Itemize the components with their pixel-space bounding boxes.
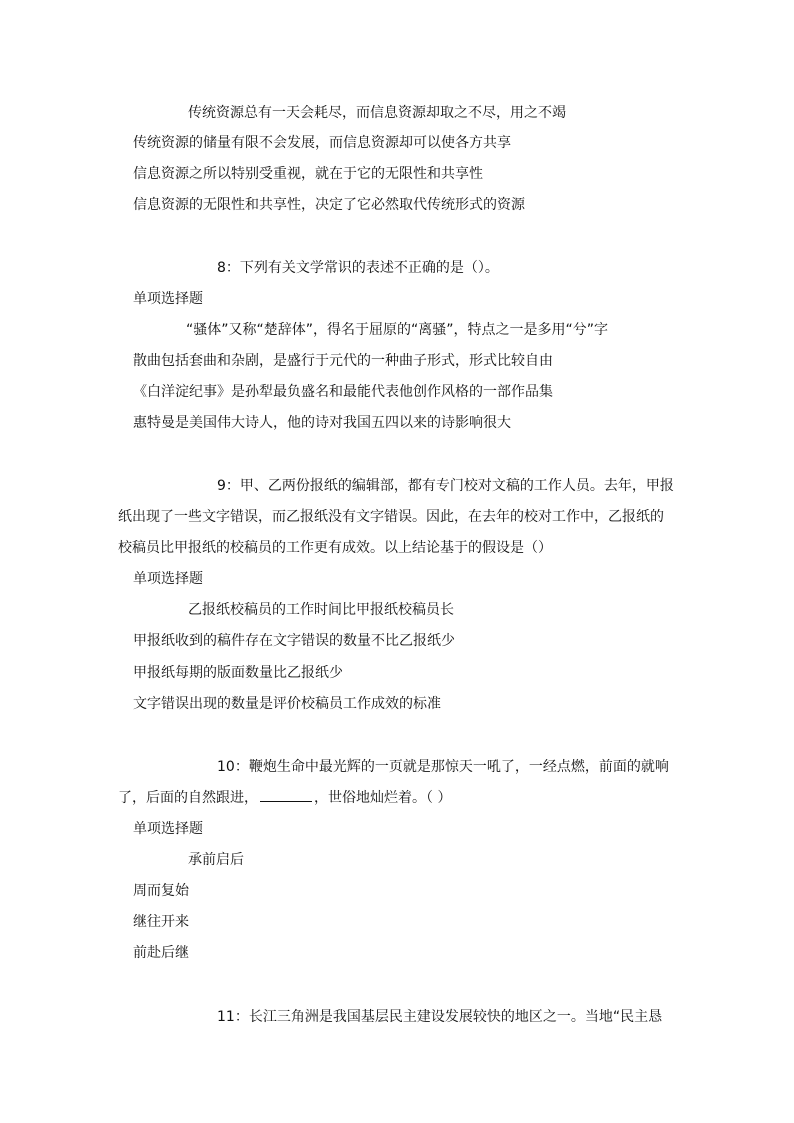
q7-option-d: 信息资源的无限性和共享性，决定了它必然取代传统形式的资源 — [133, 197, 525, 213]
q7-option-b: 传统资源的储量有限不会发展，而信息资源却可以使各方共享 — [133, 135, 511, 151]
q9-stem-line2: 纸出现了一些文字错误，而乙报纸没有文字错误。因此，在去年的校对工作中，乙报纸的 — [118, 509, 664, 525]
q11-stem-line1: 11：长江三角洲是我国基层民主建设发展较快的地区之一。当地“民主恳 — [217, 1009, 663, 1025]
q7-option-a: 传统资源总有一天会耗尽，而信息资源却取之不尽，用之不竭 — [188, 105, 566, 121]
q10-stem-part-a: 了，后面的自然跟进， — [118, 790, 258, 806]
q10-type: 单项选择题 — [133, 821, 203, 837]
q10-stem-part-b: ，世俗地灿烂着。（ ） — [314, 790, 452, 806]
q10-option-b: 周而复始 — [133, 883, 189, 899]
fill-in-blank — [260, 789, 312, 802]
q9-stem-line1: 9：甲、乙两份报纸的编辑部，都有专门校对文稿的工作人员。去年，甲报 — [217, 478, 674, 494]
q9-option-a: 乙报纸校稿员的工作时间比甲报纸校稿员长 — [188, 602, 454, 618]
q9-stem-line3: 校稿员比甲报纸的校稿员的工作更有成效。以上结论基于的假设是（） — [118, 540, 552, 556]
q8-option-b: 散曲包括套曲和杂剧，是盛行于元代的一种曲子形式，形式比较自由 — [133, 353, 553, 369]
q8-type: 单项选择题 — [133, 291, 203, 307]
q9-option-c: 甲报纸每期的版面数量比乙报纸少 — [133, 665, 343, 681]
q7-option-c: 信息资源之所以特别受重视，就在于它的无限性和共享性 — [133, 166, 483, 182]
q9-type: 单项选择题 — [133, 571, 203, 587]
q9-option-d: 文字错误出现的数量是评价校稿员工作成效的标准 — [133, 696, 441, 712]
q10-stem-line2 — [118, 789, 451, 807]
q8-option-d: 惠特曼是美国伟大诗人，他的诗对我国五四以来的诗影响很大 — [133, 415, 511, 431]
q8-stem: 8：下列有关文学常识的表述不正确的是（）。 — [217, 260, 499, 276]
q9-option-b: 甲报纸收到的稿件存在文字错误的数量不比乙报纸少 — [133, 633, 455, 649]
q10-option-d: 前赴后继 — [133, 945, 189, 961]
q8-option-c: 《白洋淀纪事》是孙犁最负盛名和最能代表他创作风格的一部作品集 — [133, 384, 553, 400]
q10-stem-line1: 10：鞭炮生命中最光辉的一页就是那惊天一吼了，一经点燃，前面的就响 — [217, 759, 669, 775]
q8-option-a: “骚体”又称“楚辞体”，得名于屈原的“离骚”，特点之一是多用“兮”字 — [186, 322, 609, 338]
q10-option-a: 承前启后 — [188, 852, 244, 868]
q10-option-c: 继往开来 — [133, 914, 189, 930]
